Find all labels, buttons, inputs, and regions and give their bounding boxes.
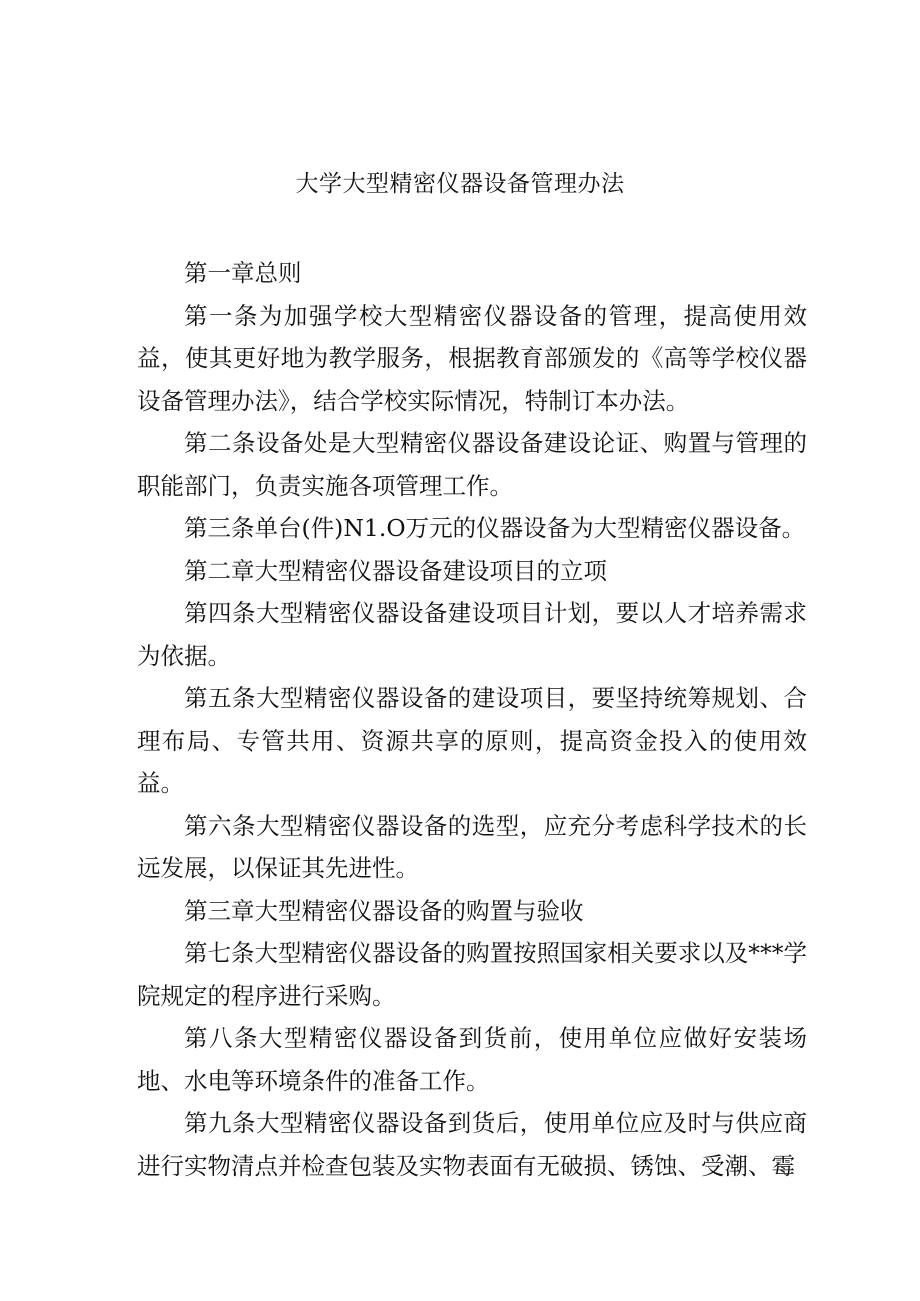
document-title: 大学大型精密仪器设备管理办法 bbox=[295, 171, 625, 197]
article-1: 第一条为加强学校大型精密仪器设备的管理，提高使用效益，使其更好地为教学服务，根据教育部颁发的《高等学校仪器设备管理办法》，结合学校实际情况，特制订本办法。 bbox=[137, 301, 807, 415]
article-9: 第九条大型精密仪器设备到货后，使用单位应及时与供应商进行实物清点并检查包装及实物表面有无破损、锈蚀、受潮、霉 bbox=[137, 1109, 807, 1180]
chapter-heading-2: 第二章大型精密仪器设备建设项目的立项 bbox=[184, 556, 607, 585]
article-4: 第四条大型精密仪器设备建设项目计划，要以人才培养需求为依据。 bbox=[137, 599, 807, 670]
article-3: 第三条单台(件)N1.O万元的仪器设备为大型精密仪器设备。 bbox=[184, 514, 806, 542]
article-8: 第八条大型精密仪器设备到货前，使用单位应做好安装场地、水电等环境条件的准备工作。 bbox=[137, 1024, 807, 1095]
chapter-heading-1: 第一章总则 bbox=[184, 259, 302, 287]
document-body bbox=[137, 252, 807, 1187]
article-6: 第六条大型精密仪器设备的选型，应充分考虑科学技术的长远发展，以保证其先进性。 bbox=[137, 811, 807, 882]
article-7: 第七条大型精密仪器设备的购置按照国家相关要求以及***学院规定的程序进行采购。 bbox=[137, 939, 807, 1010]
chapter-heading-3: 第三章大型精密仪器设备的购置与验收 bbox=[184, 896, 584, 925]
article-2: 第二条设备处是大型精密仪器设备建设论证、购置与管理的职能部门，负责实施各项管理工作。 bbox=[137, 429, 807, 500]
article-5: 第五条大型精密仪器设备的建设项目，要坚持统筹规划、合理布局、专管共用、资源共享的原则，提高资金投入的使用效益。 bbox=[137, 684, 807, 797]
